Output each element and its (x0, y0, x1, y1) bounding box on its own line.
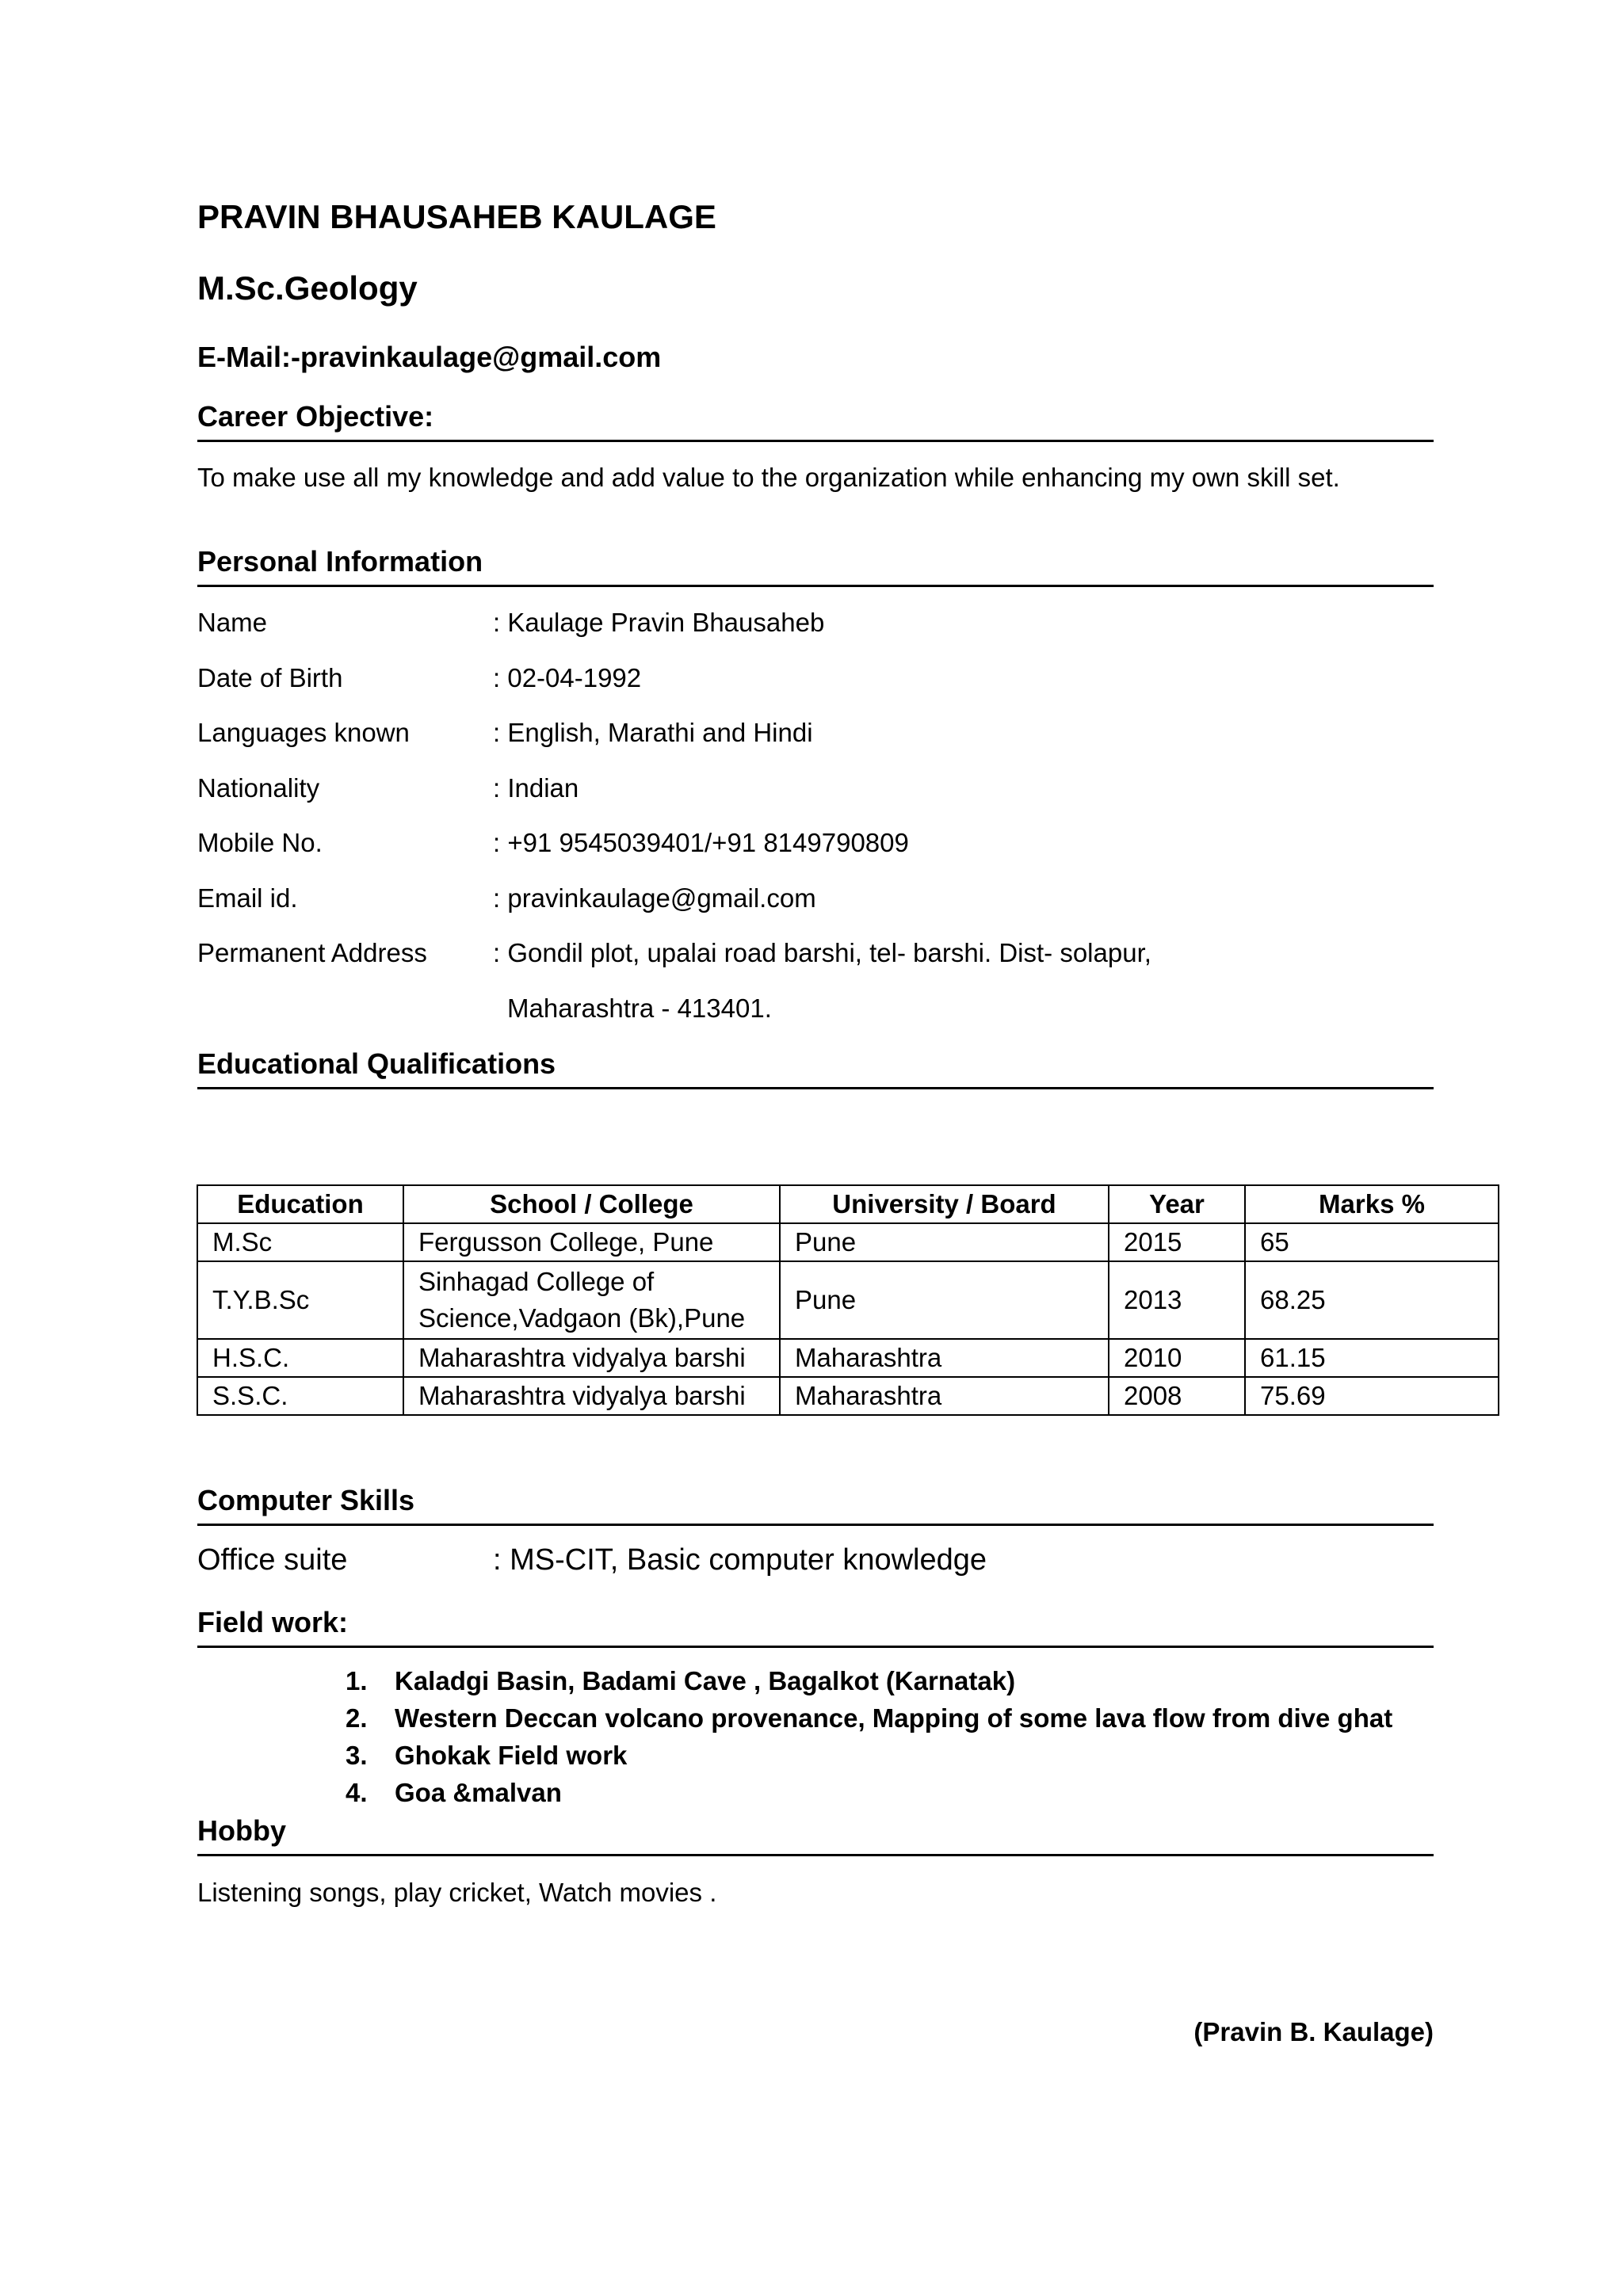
section-heading: Personal Information (197, 545, 483, 578)
career-objective-text: To make use all my knowledge and add value to the organization while enhancing my own skill set. (197, 463, 1340, 492)
cell-school: Maharashtra vidyalya barshi (403, 1339, 780, 1377)
cell-education: T.Y.B.Sc (197, 1261, 403, 1339)
cell-school: Maharashtra vidyalya barshi (403, 1377, 780, 1415)
cell-education: H.S.C. (197, 1339, 403, 1377)
personal-value: : Kaulage Pravin Bhausaheb (493, 608, 825, 637)
column-header: University / Board (780, 1185, 1109, 1223)
computer-skill-label: Office suite (197, 1543, 348, 1577)
cell-school: Fergusson College, Pune (403, 1223, 780, 1261)
cell-board: Maharashtra (780, 1339, 1109, 1377)
personal-label: Email id. (197, 883, 298, 913)
personal-label: Date of Birth (197, 663, 343, 692)
list-item (346, 1666, 1392, 1703)
personal-label: Languages known (197, 718, 410, 747)
address-line-2: Maharashtra - 413401. (507, 994, 772, 1023)
personal-value: : 02-04-1992 (493, 663, 642, 692)
cell-education: M.Sc (197, 1223, 403, 1261)
personal-value: : English, Marathi and Hindi (493, 718, 813, 747)
section-personal-information (197, 545, 1434, 587)
table-row (197, 1261, 1499, 1339)
personal-value: : Gondil plot, upalai road barshi, tel- barshi. Dist- solapur, (493, 938, 1151, 967)
table-row (197, 1339, 1499, 1377)
section-field-work (197, 1606, 1434, 1648)
list-text: Goa &malvan (395, 1778, 562, 1807)
education-table (197, 1184, 1499, 1416)
cell-marks: 75.69 (1245, 1377, 1499, 1415)
column-header: School / College (403, 1185, 780, 1223)
cell-year: 2013 (1109, 1261, 1245, 1339)
cell-year: 2008 (1109, 1377, 1245, 1415)
personal-value: : Indian (493, 773, 579, 803)
section-heading: Field work: (197, 1606, 349, 1638)
personal-label: Permanent Address (197, 938, 427, 967)
list-item (346, 1778, 1392, 1815)
cell-school-line-1: Sinhagad College of (418, 1267, 655, 1296)
section-educational-qualifications (197, 1047, 1434, 1089)
list-item (346, 1741, 1392, 1778)
cell-board: Maharashtra (780, 1377, 1109, 1415)
list-number: 3. (346, 1741, 368, 1770)
candidate-degree: M.Sc.Geology (197, 269, 418, 307)
cell-year: 2015 (1109, 1223, 1245, 1261)
cell-marks: 68.25 (1245, 1261, 1499, 1339)
personal-label: Mobile No. (197, 828, 323, 857)
personal-value: : +91 9545039401/+91 8149790809 (493, 828, 909, 857)
section-heading: Educational Qualifications (197, 1047, 556, 1080)
cell-board: Pune (780, 1223, 1109, 1261)
section-computer-skills (197, 1484, 1434, 1526)
list-number: 2. (346, 1703, 368, 1733)
list-number: 1. (346, 1666, 368, 1695)
section-career-objective (197, 400, 1434, 442)
table-header-row (197, 1185, 1499, 1223)
column-header: Marks % (1245, 1185, 1499, 1223)
section-heading: Hobby (197, 1814, 286, 1847)
personal-label: Nationality (197, 773, 320, 803)
section-heading: Career Objective: (197, 400, 434, 433)
list-number: 4. (346, 1778, 368, 1807)
header-email: E-Mail:-pravinkaulage@gmail.com (197, 341, 662, 373)
section-hobby (197, 1814, 1434, 1856)
cell-year: 2010 (1109, 1339, 1245, 1377)
field-work-list (346, 1666, 1392, 1815)
computer-skill-value: : MS-CIT, Basic computer knowledge (493, 1543, 987, 1577)
signature: (Pravin B. Kaulage) (1193, 2017, 1434, 2046)
personal-label: Name (197, 608, 268, 637)
cell-school-line-2: Science,Vadgaon (Bk),Pune (418, 1303, 746, 1333)
cell-marks: 65 (1245, 1223, 1499, 1261)
list-text: Western Deccan volcano provenance, Mapping of some lava flow from dive ghat (395, 1703, 1393, 1733)
hobby-text: Listening songs, play cricket, Watch movies . (197, 1878, 717, 1907)
cell-education: S.S.C. (197, 1377, 403, 1415)
cell-board: Pune (780, 1261, 1109, 1339)
cell-school (403, 1261, 780, 1339)
table-row (197, 1377, 1499, 1415)
list-text: Ghokak Field work (395, 1741, 628, 1770)
table-row (197, 1223, 1499, 1261)
cell-marks: 61.15 (1245, 1339, 1499, 1377)
list-text: Kaladgi Basin, Badami Cave , Bagalkot (Karnatak) (395, 1666, 1016, 1695)
candidate-name: PRAVIN BHAUSAHEB KAULAGE (197, 198, 716, 235)
column-header: Education (197, 1185, 403, 1223)
section-heading: Computer Skills (197, 1484, 415, 1516)
column-header: Year (1109, 1185, 1245, 1223)
personal-value: : pravinkaulage@gmail.com (493, 883, 816, 913)
list-item (346, 1703, 1392, 1741)
